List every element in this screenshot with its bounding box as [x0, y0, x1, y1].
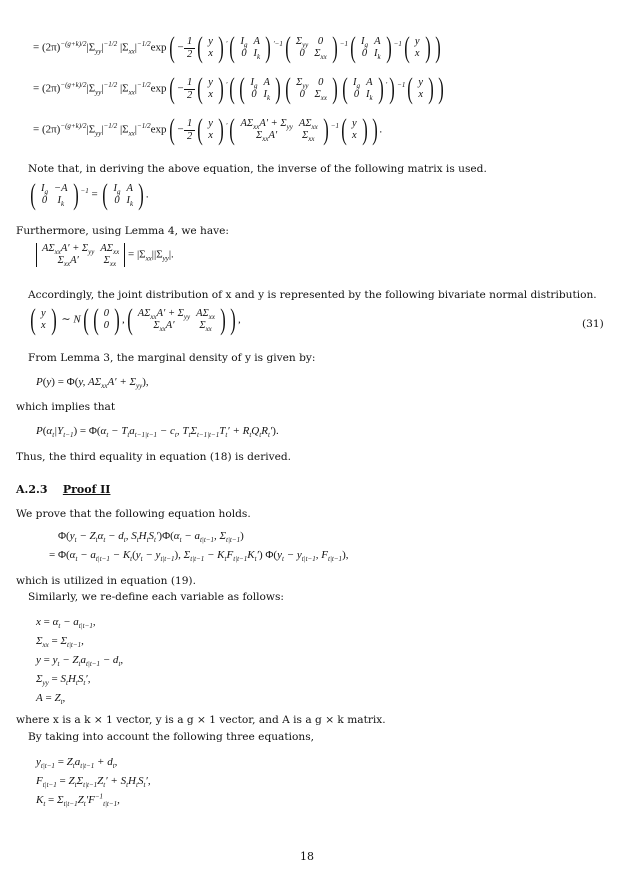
equation-inverse: ( $I_g$ −A 0 $I_k$ ) $^{-1}$ = ( $I_g$ A 0 $I_k$ ) .	[30, 178, 149, 211]
equation-number-31: (31)	[582, 318, 604, 330]
definition-sigma-xx: $\Sigma_{xx} = \Sigma_{t|t-1}$,	[36, 635, 84, 650]
equation-y-predicted: $y_{t|t-1} = Z_ta_{t|t-1} + d_t$,	[36, 756, 118, 771]
equation-proof2-line1: $\Phi(y_t - Z_t\alpha_t - d_t$, $S_tH_tS_t')\Phi(\alpha_t - a_{t|t-1}$, $\Sigma_{t|t-1}$)	[58, 530, 244, 545]
section-title: Proof II	[62, 483, 111, 496]
equation-proof2-line2: = $\Phi(\alpha_t - a_{t|t-1} - K_t(y_t - y_{t|t-1})$, $\Sigma_{t|t-1} - K_tF_{t|t-1}K_t'$) $\Phi(y_t - y_{t|t-1}$, $F_{t|t-1}$),	[49, 549, 349, 564]
text-where: where x is a k × 1 vector, y is a g × 1 vector, and A is a g × k matrix.	[16, 714, 386, 726]
text-furthermore: Furthermore, using Lemma 4, we have:	[16, 225, 229, 237]
definition-x: $x = \alpha_t - a_{t|t-1}$,	[36, 616, 96, 631]
page-number: 18	[300, 850, 314, 863]
text-taking-account: By taking into account the following three equations,	[28, 731, 315, 743]
text-which-implies: which implies that	[16, 401, 116, 413]
definition-A: $A = Z_t$,	[36, 692, 66, 707]
text-similarly: Similarly, we re-define each variable as follows:	[28, 591, 284, 603]
text-we-prove: We prove that the following equation holds.	[16, 508, 251, 520]
equation-line-a: = $(2\pi)^{-(g+k)/2}|\Sigma_{yy}|^{-1/2}$ $|\Sigma_{xx}|^{-1/2}\exp( -1$ 2 ( y x ) ′( $I_g$ A 0 $I_k$ ) $^{'-1}$( $\Sigma_{yy}$ 0 0 $\Sigma_{xx}$ ) $^{-1}$( $I_g$ A 0 $I_k$ ) $^{-1}$( y x ) )	[33, 31, 441, 64]
text-accordingly: Accordingly, the joint distribution of x and y is represented by the following bivariate normal distribution.	[28, 289, 597, 301]
definition-y: $y = y_t - Z_ta_{t|t-1} - d_t$,	[36, 654, 124, 669]
definition-sigma-yy: $\Sigma_{yy} = S_tH_tS_t'$,	[36, 673, 91, 688]
text-utilized: which is utilized in equation (19).	[16, 575, 196, 587]
equation-f-predicted: $F_{t|t-1} = Z_t\Sigma_{t|t-1}Z_t' + S_tH_tS_t'$,	[36, 775, 151, 790]
equation-line-b: = $(2\pi)^{-(g+k)/2}|\Sigma_{yy}|^{-1/2}$ $|\Sigma_{xx}|^{-1/2}\exp( -1$ 2 ( y x ) ′( ( $I_g$ A 0 $I_k$ ) ( $\Sigma_{yy}$ 0 0 $\Sigma_{xx}$ ) ( $I_g$ A 0 $I_k$ ) ′) $^{-1}$( y x ) )	[33, 72, 444, 105]
section-heading	[16, 484, 110, 496]
equation-determinant: $A\Sigma_{xx}A' + \Sigma_{yy}$ $A\Sigma_{xx}$ $\Sigma_{xx}A'$ $\Sigma_{xx} = |\Sigma_{xx}||\Sigma_{yy}|$.	[36, 243, 174, 267]
equation-transition: $P(\alpha_t|Y_{t-1}) = \Phi(\alpha_t - T_ta_{t-1|t-1} - c_t$, $T_t\Sigma_{t-1|t-1}T_t' + R_tQ_tR_t'$).	[36, 425, 279, 440]
text-note-inverse: Note that, in deriving the above equation, the inverse of the following matrix is used.	[28, 163, 487, 175]
text-from-lemma3: From Lemma 3, the marginal density of y is given by:	[28, 352, 316, 364]
text-thus: Thus, the third equality in equation (18) is derived.	[16, 451, 292, 463]
equation-marginal: P(y) = Φ(y, $A\Sigma_{xx}A' + \Sigma_{yy}$),	[36, 376, 149, 391]
section-number: A.2.3	[16, 483, 48, 496]
equation-joint-distribution: ( y x ) ∼ N( ( 0 0 ) ,( $A\Sigma_{xx}A' + \Sigma_{yy}$ $A\Sigma_{xx}$ $\Sigma_{xx}A'$ $\Sigma_{xx}$ ) ) ,	[30, 303, 241, 336]
equation-kalman-gain: $K_t = \Sigma_{t|t-1}Z_t'F^{-1}_{t|t-1}$,	[36, 792, 120, 809]
equation-line-c: = $(2\pi)^{-(g+k)/2}|\Sigma_{yy}|^{-1/2}$ $|\Sigma_{xx}|^{-1/2}\exp( -1$ 2 ( y x ) ′( $A\Sigma_{xx}A' + \Sigma_{yy}$ $A\Sigma_{xx}$ $\Sigma_{xx}A'$ $\Sigma_{xx}$ ) $^{-1}$( y x ) ) .	[33, 113, 383, 146]
